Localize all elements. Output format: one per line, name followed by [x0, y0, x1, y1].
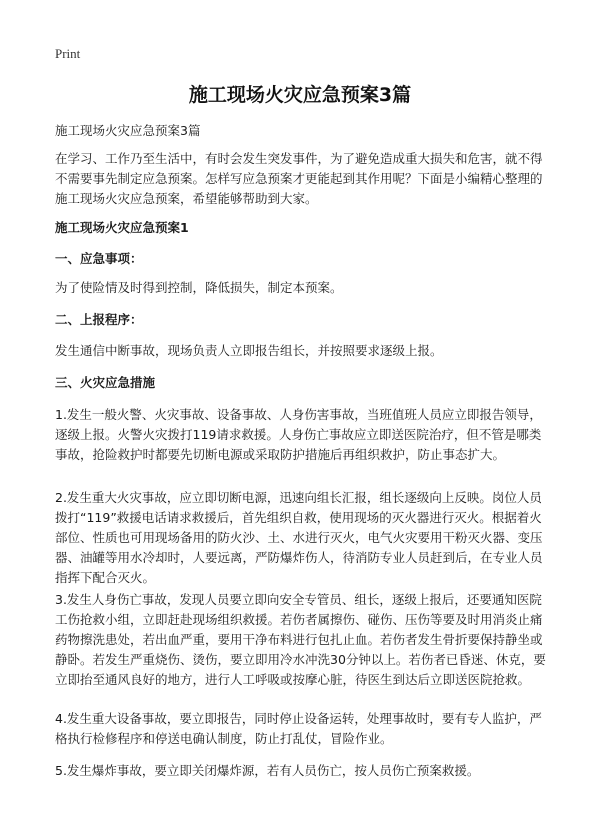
page-title: 施工现场火灾应急预案3篇 — [188, 84, 412, 106]
section-text-report: 发生通信中断事故，现场负责人立即报告组长，并按照要求逐级上报。 — [55, 343, 443, 358]
section-heading-emergency: 一、应急事项： — [55, 251, 143, 266]
measure-paragraph-4: 4.发生重大设备事故，要立即报告，同时停止设备运转，处理事故时，要有专人监护，严格执行检修程序和停送电确认制度，防止打乱仗，冒险作业。 — [55, 711, 542, 746]
measure-paragraph-5: 5.发生爆炸事故，要立即关闭爆炸源，若有人员伤亡，按人员伤亡预案救援。 — [55, 763, 480, 778]
intro-paragraph: 在学习、工作乃至生活中，有时会发生突发事件，为了避免造成重大损失和危害，就不得不需要事先制定应急预案。怎样写应急预案才更能起到其作用呢？下面是小编精心整理的施工现场火灾应急预案，希望能够帮助到大家。 — [55, 151, 543, 206]
measure-paragraph-1: 1.发生一般火警、火灾事故、设备事故、人身伤害事故，当班值班人员应立即报告领导，逐级上报。火警火灾拨打119请求救援。人身伤亡事故应立即送医院治疗，但不管是哪类事故，抢险救护时都要先切断电源或采取防护措施后再组织救护，防止事态扩大。 — [55, 407, 542, 462]
section-text-emergency: 为了使险情及时得到控制，降低损失，制定本预案。 — [55, 280, 343, 295]
measure-paragraph-3: 3.发生人身伤亡事故，发现人员要立即向安全专管员、组长，逐级上报后，还要通知医院工伤抢救小组，立即赶赴现场组织救援。若伤者属擦伤、碰伤、压伤等要及时用消炎止痛药物擦洗患处，若出血严重，要用干净布料进行包扎止血。若伤者发生骨折要保持静坐或静卧。若发生严重烧伤、烫伤，要立即用冷水冲洗30分钟以上。若伤者已昏迷、休克，要立即抬至通风良好的地方，进行人工呼吸或按摩心脏，待医生到达后立即送医院抢救。 — [55, 592, 546, 687]
section-heading-report: 二、上报程序： — [55, 312, 143, 327]
measure-paragraph-2: 2.发生重大火灾事故，应立即切断电源，迅速向组长汇报，组长逐级向上反映。岗位人员拨打“119”救援电话请求救援后，首先组织自救，使用现场的灭火器进行灭火。根据着火部位、性质也可用现场备用的防火沙、土、水进行灭火，电气火灾要用干粉灭火器、变压器、油罐等用水冷却时，人要远离，严防爆炸伤人，待消防专业人员赶到后，在专业人员指挥下配合灭火。 — [55, 490, 543, 585]
document-subtitle: 施工现场火灾应急预案3篇 — [55, 123, 201, 138]
print-label: Print — [55, 46, 81, 61]
section-heading-measures: 三、火灾应急措施 — [55, 375, 156, 390]
plan-heading: 施工现场火灾应急预案1 — [55, 220, 189, 235]
